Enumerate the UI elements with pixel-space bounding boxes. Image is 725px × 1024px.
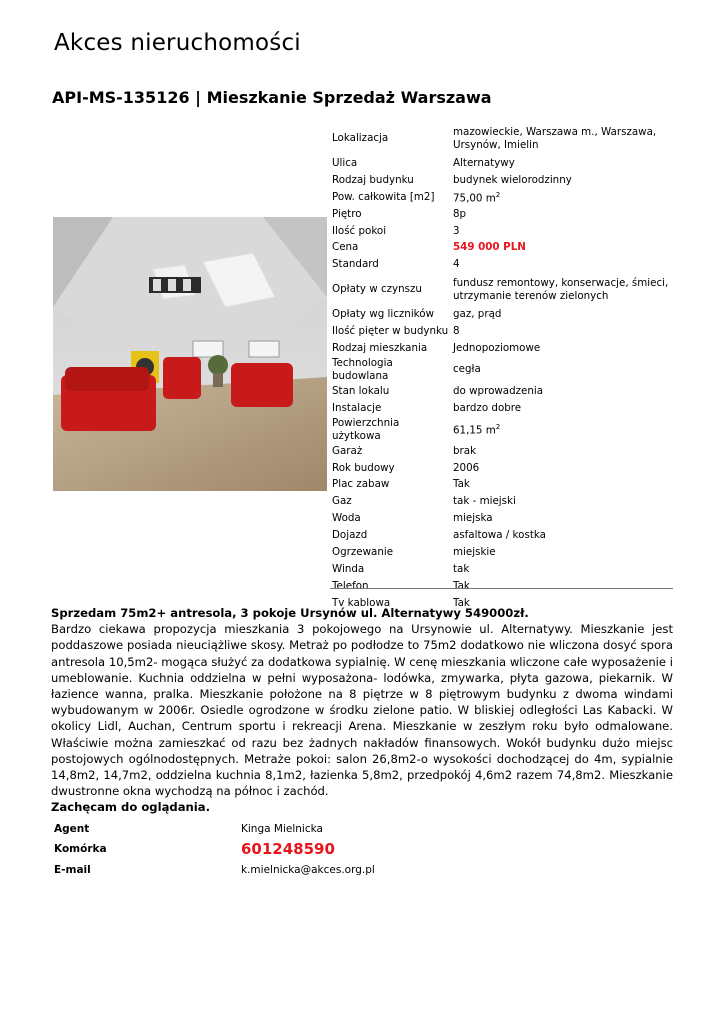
property-label: Instalacje — [332, 401, 382, 414]
property-value-text: 2006 — [453, 461, 480, 474]
property-row — [330, 306, 672, 323]
property-label: Standard — [332, 258, 379, 271]
property-label: Telefon — [332, 579, 369, 592]
property-label: Rodzaj budynku — [332, 173, 414, 186]
property-label: Ogrzewanie — [332, 545, 394, 558]
property-details-table — [330, 122, 672, 612]
property-value — [451, 155, 672, 172]
property-row — [330, 340, 672, 357]
property-value-text: 3 — [453, 224, 460, 237]
property-row — [330, 256, 672, 273]
property-label: Cena — [332, 241, 359, 254]
contact-table — [52, 820, 377, 880]
property-value-text: tak - miejski — [453, 495, 516, 508]
contact-row-mobile — [52, 838, 377, 860]
property-value-text: bardzo dobre — [453, 401, 522, 414]
property-value — [451, 527, 672, 544]
property-value — [451, 578, 672, 595]
property-value-text: miejska — [453, 512, 493, 525]
property-row — [330, 443, 672, 460]
property-label: Opłaty w czynszu — [332, 283, 422, 296]
property-row — [330, 172, 672, 189]
property-row — [330, 223, 672, 240]
property-label: Ilość pięter w budynku — [332, 325, 449, 338]
property-photo — [53, 217, 327, 491]
property-label: Tv kablowa — [332, 596, 391, 609]
property-row — [330, 544, 672, 561]
property-value — [451, 189, 672, 206]
property-value-text: Jednopoziomowe — [453, 341, 541, 354]
divider — [330, 588, 673, 589]
property-row — [330, 206, 672, 223]
property-row — [330, 400, 672, 417]
agent-name: Kinga Mielnicka — [241, 823, 323, 835]
company-name: Akces nieruchomości — [54, 30, 301, 56]
agent-label: Agent — [54, 823, 90, 835]
property-value-text: Tak — [453, 596, 470, 609]
description-headline: Sprzedam 75m2+ antresola, 3 pokoje Ursynów ul. Alternatywy 549000zł. — [51, 606, 529, 620]
property-row — [330, 239, 672, 256]
property-row — [330, 476, 672, 493]
property-value — [451, 206, 672, 223]
property-row — [330, 578, 672, 595]
property-row — [330, 189, 672, 206]
property-row — [330, 323, 672, 340]
property-value — [451, 400, 672, 417]
property-value-text: fundusz remontowy, konserwacje, śmieci, utrzymanie terenów zielonych — [453, 276, 669, 302]
property-label: Dojazd — [332, 529, 368, 542]
property-value-text: 8 — [453, 325, 460, 338]
property-value — [451, 460, 672, 477]
property-row — [330, 383, 672, 400]
property-value — [451, 443, 672, 460]
property-row — [330, 527, 672, 544]
property-row — [330, 417, 672, 443]
property-row — [330, 122, 672, 155]
property-value-text: gaz, prąd — [453, 308, 502, 321]
property-label: Rodzaj mieszkania — [332, 341, 428, 354]
property-value — [451, 561, 672, 578]
property-value-text: 8p — [453, 207, 467, 220]
property-label: Stan lokalu — [332, 384, 390, 397]
property-value-text: Alternatywy — [453, 156, 515, 169]
property-value — [451, 493, 672, 510]
property-value-text: 75,00 m — [453, 192, 496, 205]
description — [51, 605, 673, 816]
property-row — [330, 510, 672, 527]
property-row — [330, 357, 672, 383]
property-value — [451, 223, 672, 240]
property-value-text: brak — [453, 444, 477, 457]
property-value-text: 61,15 m — [453, 424, 496, 437]
property-value — [451, 172, 672, 189]
property-row — [330, 273, 672, 306]
mobile-label: Komórka — [54, 843, 107, 855]
contact-row-agent — [52, 820, 377, 838]
property-label: Opłaty wg liczników — [332, 308, 435, 321]
description-closing: Zachęcam do oglądania. — [51, 800, 210, 815]
property-value — [451, 306, 672, 323]
property-value-text: tak — [453, 562, 470, 575]
property-value-text: do wprowadzenia — [453, 384, 544, 397]
property-label: Technologia budowlana — [332, 356, 393, 382]
property-label: Powierzchnia użytkowa — [332, 416, 400, 442]
property-label: Winda — [332, 562, 365, 575]
property-value-text: asfaltowa / kostka — [453, 529, 546, 542]
property-label: Plac zabaw — [332, 478, 390, 491]
property-label: Pow. całkowita [m2] — [332, 190, 435, 203]
property-value — [451, 256, 672, 273]
property-value-text: Tak — [453, 478, 470, 491]
property-label: Piętro — [332, 207, 362, 220]
listing-title: API-MS-135126 | Mieszkanie Sprzedaż Warszawa — [52, 88, 492, 107]
property-value-text: 549 000 PLN — [453, 241, 526, 254]
property-value-text: 4 — [453, 258, 460, 271]
mobile-number[interactable]: 601248590 — [241, 840, 335, 858]
unit-superscript: 2 — [495, 191, 501, 200]
property-value — [451, 357, 672, 383]
property-label: Lokalizacja — [332, 132, 389, 144]
property-row — [330, 460, 672, 477]
property-label: Ilość pokoi — [332, 224, 387, 237]
property-value — [451, 273, 672, 306]
property-label: Garaż — [332, 444, 363, 457]
property-label: Ulica — [332, 156, 358, 169]
email-label: E-mail — [54, 864, 91, 876]
property-row — [330, 561, 672, 578]
property-label: Woda — [332, 512, 361, 525]
property-value — [451, 383, 672, 400]
property-value — [451, 340, 672, 357]
property-value-text: miejskie — [453, 545, 496, 558]
description-body: Bardzo ciekawa propozycja mieszkania 3 pokojowego na Ursynowie ul. Alternatywy. Mieszkanie jest poddaszowe posiada nieuciążliwe skosy. Metraż po podłodze to 75m2 dodatkowo nie wliczona dosyć spora antresola 10,5m2- mogąca służyć za dodatkowa sypialnię. W cenę mieszkania wliczone całe wyposażenie i umeblowanie. Kuchnia oddzielna w pełni wyposażona- lodówka, zmywarka, płyta gazowa, piekarnik. W łazience wanna, pralka. Mieszkanie położone na 8 piętrze w 8 piętrowym budynku z dwoma windami wybudowanym w 2006r. Osiedle ogrodzone w środku zielone patio. W bliskiej odległości Las Kabacki. W okolicy Lidl, Auchan, Centrum sportu i rekreacji Arena. Mieszkanie w zeszłym roku było odmalowane. Właściwie można zamieszkać od razu bez żadnych nakładów finansowych. Wokół budynku dużo miejsc postojowych ogólnodostępnych. Metraże pokoi: salon 26,8m2-o wysokości dochodzącej do 4m, sypialnie 14,8m2, 14,7m2, oddzielna kuchnia 8,1m2, łazienka 5,8m2, przedpokój 4,6m2 razem 74,8m2. Mieszkanie dwustronne okna wychodzą na północ i zachód. — [51, 622, 673, 799]
property-value — [451, 544, 672, 561]
property-value-text: Tak — [453, 579, 470, 592]
property-value — [451, 323, 672, 340]
property-row — [330, 493, 672, 510]
contact-row-email — [52, 860, 377, 880]
property-value — [451, 239, 672, 256]
property-value-text: mazowieckie, Warszawa m., Warszawa, Ursynów, Imielin — [453, 125, 657, 151]
property-value — [451, 476, 672, 493]
property-value — [451, 417, 672, 443]
email-address[interactable]: k.mielnicka@akces.org.pl — [241, 864, 375, 876]
property-value-text: budynek wielorodzinny — [453, 173, 572, 186]
unit-superscript: 2 — [495, 423, 501, 432]
property-value — [451, 510, 672, 527]
property-row — [330, 155, 672, 172]
property-label: Rok budowy — [332, 461, 395, 474]
property-label: Gaz — [332, 495, 352, 508]
property-value-text: cegła — [453, 363, 481, 376]
property-value — [451, 122, 672, 155]
